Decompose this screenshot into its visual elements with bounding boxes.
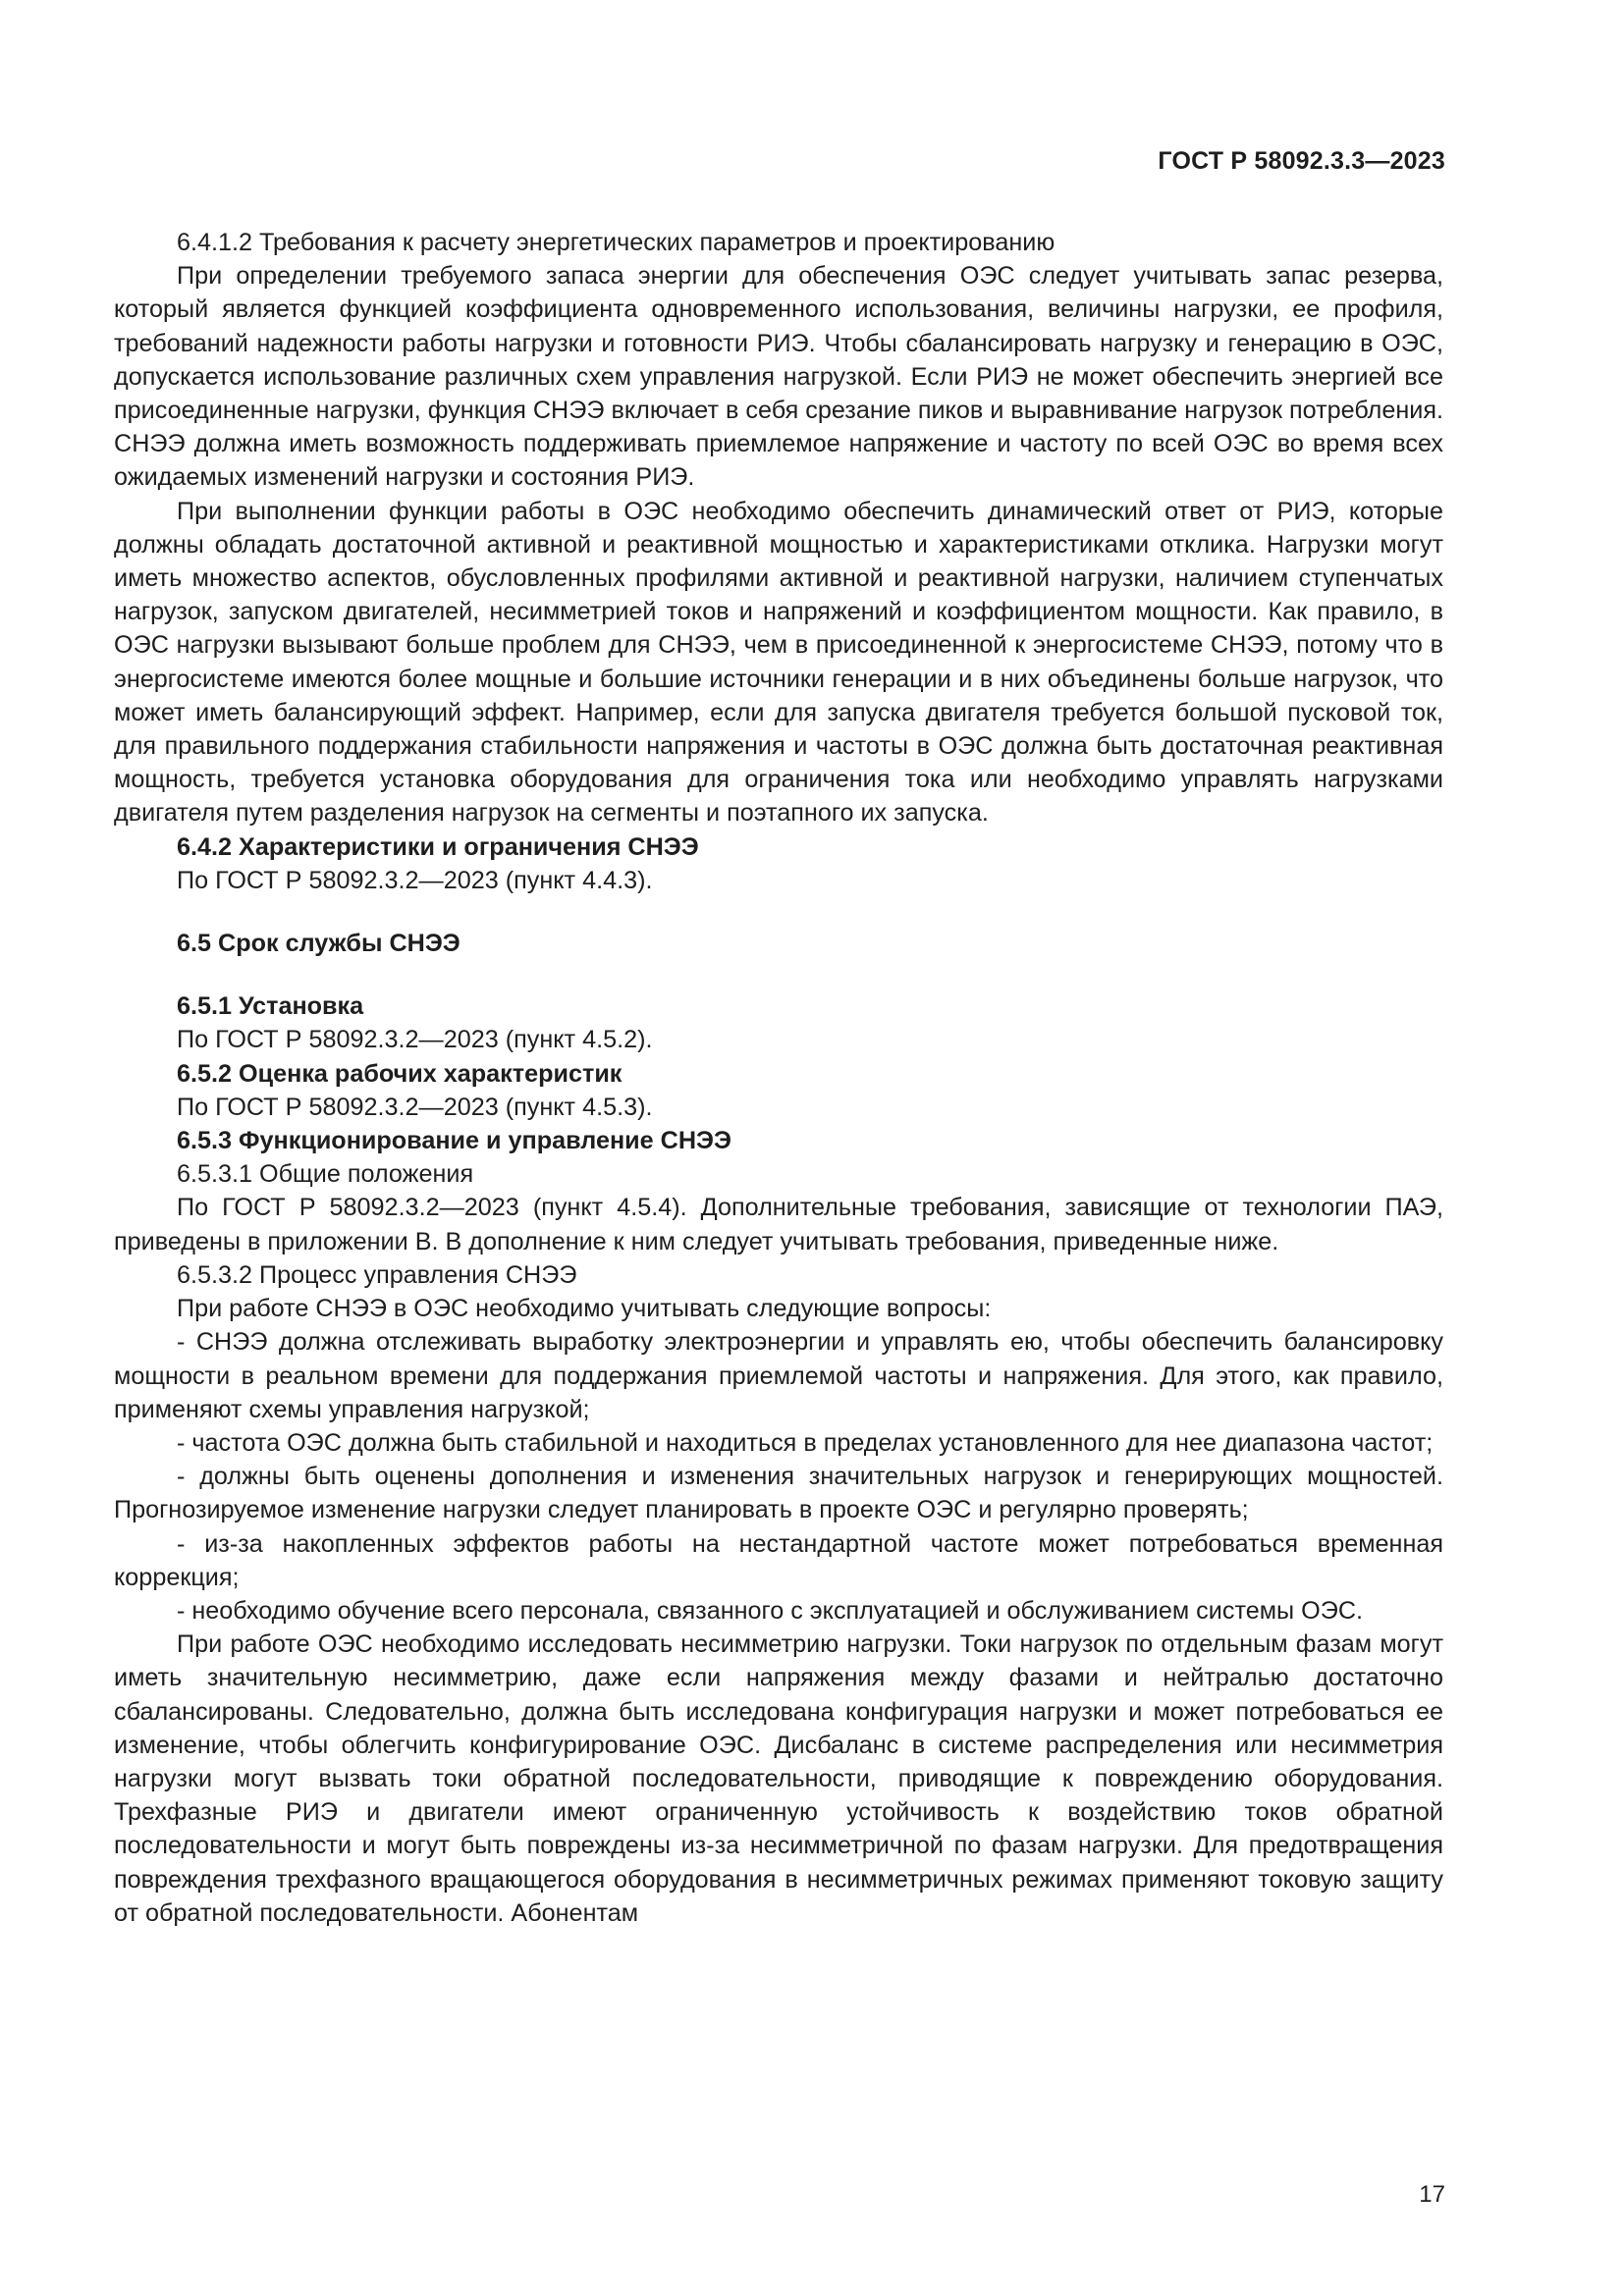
section-heading: 6.5.1 Установка xyxy=(177,992,364,1021)
paragraph: По ГОСТ Р 58092.3.2—2023 (пункт 4.5.2). xyxy=(177,1026,653,1054)
paragraph: - должны быть оценены дополнения и изменения значительных нагрузок и генерирующих мощностей. Прогнозируемое изменение нагрузки следует планировать в проекте ОЭС и регулярно проверять; xyxy=(114,1463,1443,1524)
paragraph: 6.5.3.1 Общие положения xyxy=(177,1160,474,1189)
paragraph: При работе СНЭЭ в ОЭС необходимо учитывать следующие вопросы: xyxy=(177,1295,992,1323)
section-heading: 6.4.2 Характеристики и ограничения СНЭЭ xyxy=(177,832,699,861)
paragraph: По ГОСТ Р 58092.3.2—2023 (пункт 4.5.4). Дополнительные требования, зависящие от технологии ПАЭ, приведены в приложении В. В дополнение к ним следует учитывать требования, приведенные ниже. xyxy=(114,1194,1443,1255)
paragraph: При выполнении функции работы в ОЭС необходимо обеспечить динамический ответ от РИЭ, которые должны обладать достаточной активной и реактивной мощностью и характеристиками отклика. Нагрузки могут иметь множество аспектов, обусловленных профилями активной и реактивной нагрузки, наличием ступенчатых нагрузок, запуском двигателей, несимметрией токов и напряжений и коэффициентом мощности. Как правило, в ОЭС нагрузки вызывают больше проблем для СНЭЭ, чем в присоединенной к энергосистеме СНЭЭ, потому что в энергосистеме имеются более мощные и большие источники генерации и в них объединены больше нагрузок, что может иметь балансирующий эффект. Например, если для запуска двигателя требуется большой пусковой ток, для правильного поддержания стабильности напряжения и частоты в ОЭС должна быть достаточная реактивная мощность, требуется установка оборудования для ограничения тока или необходимо управлять нагрузками двигателя путем разделения нагрузок на сегменты и поэтапного их запуска. xyxy=(114,497,1443,828)
section-heading: 6.5.2 Оценка рабочих характеристик xyxy=(177,1059,623,1088)
paragraph: По ГОСТ Р 58092.3.2—2023 (пункт 4.4.3). xyxy=(177,866,653,894)
paragraph: - частота ОЭС должна быть стабильной и находиться в пределах установленного для нее диапазона частот; xyxy=(177,1428,1434,1457)
page-body xyxy=(114,226,1443,1930)
paragraph: При определении требуемого запаса энергии для обеспечения ОЭС следует учитывать запас резерва, который является функцией коэффициента одновременного использования, величины нагрузки, ее профиля, требований надежности работы нагрузки и готовности РИЭ. Чтобы сбалансировать нагрузку и генерацию в ОЭС, допускается использование различных схем управления нагрузкой. Если РИЭ не может обеспечить энергией все присоединенные нагрузки, функция СНЭЭ включает в себя срезание пиков и выравнивание нагрузок потребления. СНЭЭ должна иметь возможность поддерживать приемлемое напряжение и частоту по всей ОЭС во время всех ожидаемых изменений нагрузки и состояния РИЭ. xyxy=(114,262,1443,492)
paragraph: - необходимо обучение всего персонала, связанного с эксплуатацией и обслуживанием системы ОЭС. xyxy=(177,1596,1364,1625)
paragraph: - СНЭЭ должна отслеживать выработку электроэнергии и управлять ею, чтобы обеспечить балансировку мощности в реальном времени для поддержания приемлемой частоты и напряжения. Для этого, как правило, применяют схемы управления нагрузкой; xyxy=(114,1328,1443,1423)
section-heading: 6.5 Срок службы СНЭЭ xyxy=(177,930,460,958)
standard-code: ГОСТ Р 58092.3.3—2023 xyxy=(1158,147,1445,175)
paragraph: При работе ОЭС необходимо исследовать несимметрию нагрузки. Токи нагрузок по отдельным фазам могут иметь значительную несимметрию, даже если напряжения между фазами и нейтралью достаточно сбалансированы. Следовательно, должна быть исследована конфигурация нагрузки и может потребоваться ее изменение, чтобы облегчить конфигурирование ОЭС. Дисбаланс в системе распределения или несимметрия нагрузки могут вызвать токи обратной последовательности, приводящие к повреждению оборудования. Трехфазные РИЭ и двигатели имеют ограниченную устойчивость к воздействию токов обратной последовательности и могут быть повреждены из-за несимметричной по фазам нагрузки. Для предотвращения повреждения трехфазного вращающегося оборудования в несимметричных режимах применяют токовую защиту от обратной последовательности. Абонентам xyxy=(114,1630,1443,1927)
paragraph: - из-за накопленных эффектов работы на нестандартной частоте может потребоваться временная коррекция; xyxy=(114,1529,1443,1591)
paragraph: 6.5.3.2 Процесс управления СНЭЭ xyxy=(177,1260,577,1289)
paragraph: 6.4.1.2 Требования к расчету энергетических параметров и проектированию xyxy=(177,229,1056,256)
page-number: 17 xyxy=(1419,2181,1445,2208)
paragraph: По ГОСТ Р 58092.3.2—2023 (пункт 4.5.3). xyxy=(177,1093,653,1121)
section-heading: 6.5.3 Функционирование и управление СНЭЭ xyxy=(177,1127,731,1155)
